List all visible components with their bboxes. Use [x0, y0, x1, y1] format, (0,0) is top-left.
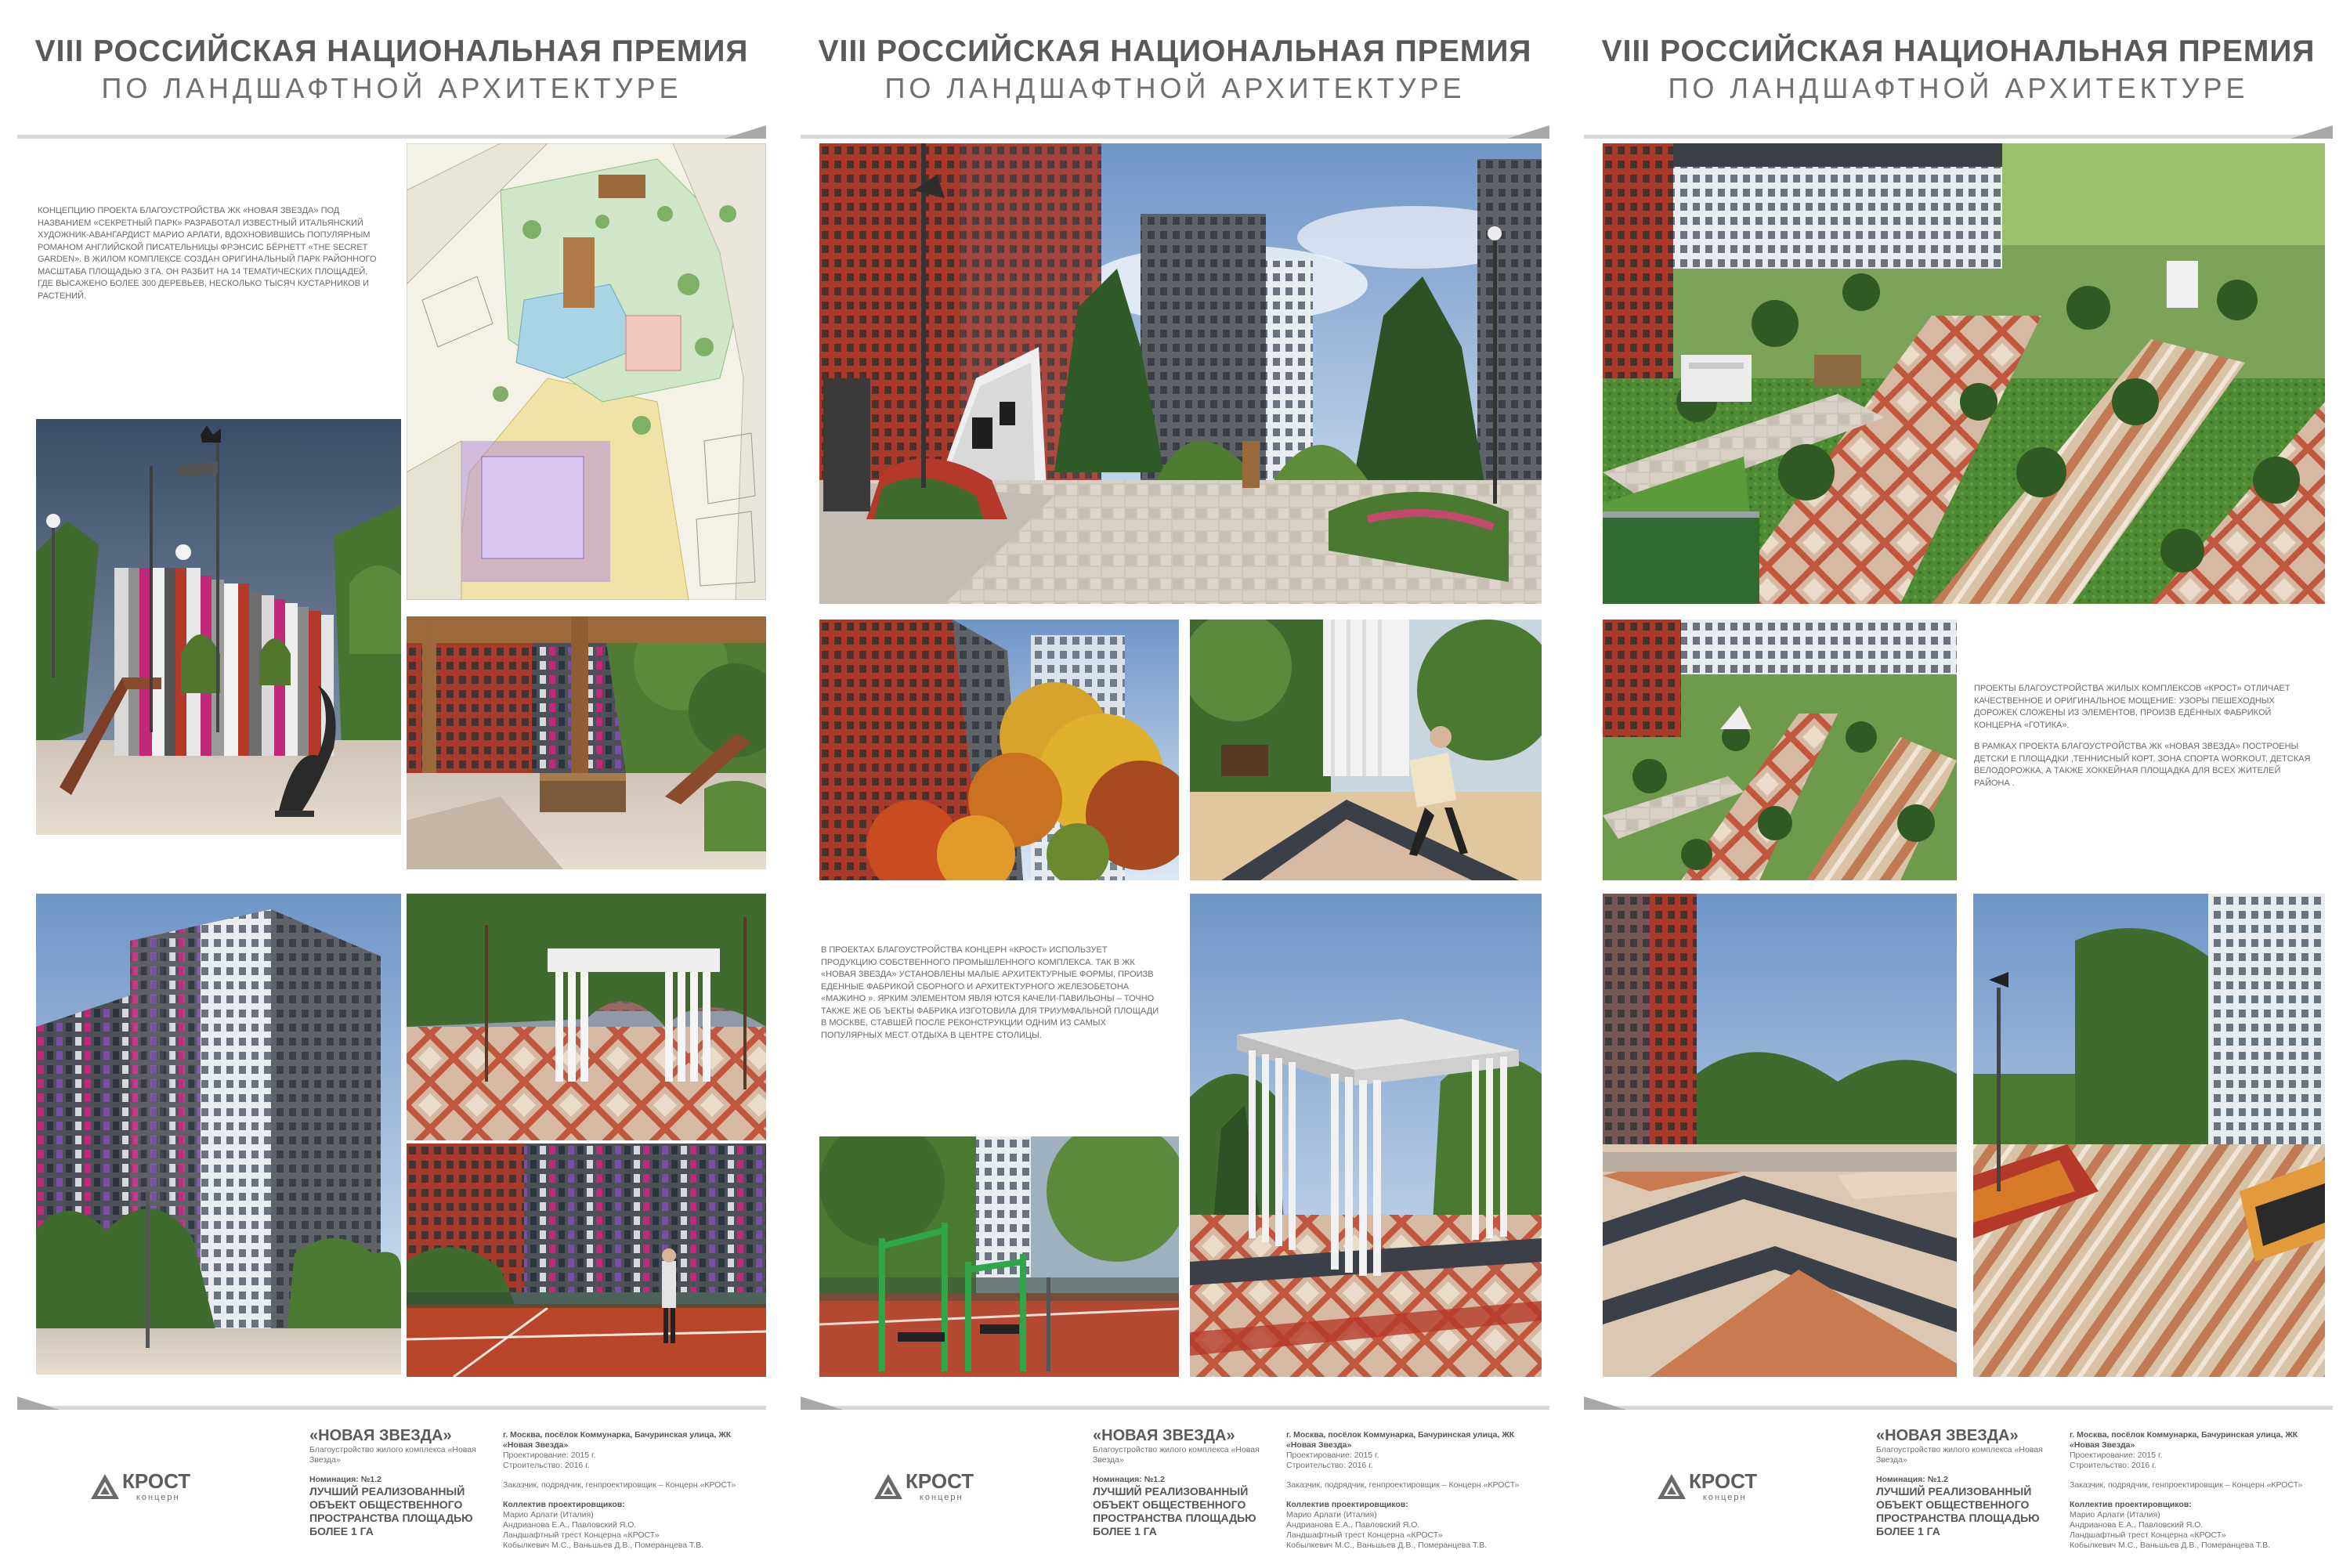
- nomination-title: ЛУЧШИЙ РЕАЛИЗОВАННЫЙ ОБЪЕКТ ОБЩЕСТВЕННОГО ПРОСТРАНСТВА ПЛОЩАДЬЮ БОЛЕЕ 1 ГА: [309, 1485, 473, 1537]
- paving-pattern-photo-2: [1973, 894, 2325, 1377]
- nomination-label: Номинация: №1.2: [309, 1475, 382, 1484]
- logo-word: КРОСТ: [1689, 1469, 1758, 1493]
- team-label: Коллектив проектировщиков:: [2070, 1500, 2192, 1509]
- paving-pattern-photo-1: [1603, 894, 1957, 1377]
- client-line: Заказчик, подрядчик, генпроектировщик – Концерн «КРОСТ»: [503, 1480, 736, 1490]
- project-name: «НОВАЯ ЗВЕЗДА»: [1093, 1427, 1235, 1444]
- tower-photo: [36, 894, 401, 1375]
- team-member: Марио Арлати (Италия): [2070, 1510, 2160, 1519]
- poster-title: VIII РОССИЙСКАЯ НАЦИОНАЛЬНАЯ ПРЕМИЯ: [34, 34, 749, 68]
- team-member: Ландшафтный трест Концерна «КРОСТ»: [503, 1530, 660, 1540]
- logo-subword: концерн: [136, 1493, 180, 1502]
- krost-logo-icon: [1656, 1472, 1687, 1501]
- project-address: г. Москва, посёлок Коммунарка, Бачуринская улица, ЖК «Новая Звезда»: [2070, 1430, 2298, 1450]
- logo-subword: концерн: [1703, 1493, 1747, 1502]
- nomination-title: ЛУЧШИЙ РЕАЛИЗОВАННЫЙ ОБЪЕКТ ОБЩЕСТВЕННОГО ПРОСТРАНСТВА ПЛОЩАДЬЮ БОЛЕЕ 1 ГА: [1876, 1485, 2040, 1537]
- rule-wedge: [17, 1396, 60, 1410]
- poster-sheet-1: [17, 0, 766, 1566]
- rule-wedge: [2290, 125, 2333, 139]
- krost-logo: [89, 1466, 207, 1505]
- grey-pavilion-photo: [1190, 894, 1542, 1377]
- build-year: Строительство: 2016 г.: [503, 1461, 590, 1470]
- design-year: Проектирование: 2015 г.: [1286, 1451, 1379, 1460]
- team-member: Ландшафтный трест Концерна «КРОСТ»: [2070, 1530, 2226, 1540]
- team-member: Андрианова Е.А., Павловский Я.О.: [2070, 1520, 2204, 1530]
- poster-subtitle: ПО ЛАНДШАФТНОЙ АРХИТЕКТУРЕ: [1668, 72, 2249, 104]
- sculpture-photo: [36, 419, 401, 835]
- project-details: [503, 1430, 761, 1551]
- project-description: Благоустройство жилого комплекса «Новая Звезда»: [1876, 1445, 2043, 1465]
- project-description: Благоустройство жилого комплекса «Новая Звезда»: [1093, 1445, 1260, 1465]
- project-info: [1093, 1427, 1273, 1538]
- master-plan-image: [407, 143, 766, 600]
- team-label: Коллектив проектировщиков:: [1286, 1500, 1408, 1509]
- logo-word: КРОСТ: [122, 1469, 191, 1493]
- design-year: Проектирование: 2015 г.: [503, 1451, 596, 1460]
- krost-logo-icon: [89, 1472, 121, 1501]
- poster-footer: [17, 1419, 766, 1568]
- team-member: Кобылкевич М.С., Ваньшьев Д.В., Померанцева Т.В.: [2070, 1541, 2271, 1550]
- project-info: [1876, 1427, 2056, 1538]
- project-details: [1286, 1430, 1545, 1551]
- poster-title: VIII РОССИЙСКАЯ НАЦИОНАЛЬНАЯ ПРЕМИЯ: [818, 34, 1532, 68]
- project-address: г. Москва, посёлок Коммунарка, Бачуринская улица, ЖК «Новая Звезда»: [1286, 1430, 1515, 1450]
- swing-pavilion-photo: [1190, 620, 1542, 880]
- client-line: Заказчик, подрядчик, генпроектировщик – Концерн «КРОСТ»: [2070, 1480, 2303, 1490]
- nomination-label: Номинация: №1.2: [1876, 1475, 1949, 1484]
- workout-area-photo: [819, 1136, 1179, 1377]
- nomination-title: ЛУЧШИЙ РЕАЛИЗОВАННЫЙ ОБЪЕКТ ОБЩЕСТВЕННОГО ПРОСТРАНСТВА ПЛОЩАДЬЮ БОЛЕЕ 1 ГА: [1093, 1485, 1256, 1537]
- rule-wedge: [801, 1396, 843, 1410]
- poster-sheet-3: [1584, 0, 2333, 1566]
- paving-paragraph: ПРОЕКТЫ БЛАГОУСТРОЙСТВА ЖИЛЫХ КОМПЛЕКСОВ «КРОСТ» ОТЛИЧАЕТ КАЧЕСТВЕННОЕ И ОРИГИНАЛЬНОЕ МОЩЕНИЕ: УЗОРЫ ПЕШЕХОДНЫХ ДОРОЖЕК СЛОЖЕНЫ ИЗ ЭЛЕМЕНТОВ, ПРОИЗВ ЕДЁННЫХ ФАБРИКОЙ КОНЦЕРНА «ГОТИКА».: [1974, 684, 2290, 730]
- build-year: Строительство: 2016 г.: [2070, 1461, 2157, 1470]
- rule-wedge: [1584, 1396, 1626, 1410]
- team-member: Ландшафтный трест Концерна «КРОСТ»: [1286, 1530, 1443, 1540]
- production-text: [821, 945, 1166, 1051]
- footer-rule: [801, 1406, 1549, 1410]
- white-pavilion-photo: [407, 894, 766, 1140]
- project-info: [309, 1427, 490, 1538]
- header-rule: [1584, 135, 2333, 139]
- client-line: Заказчик, подрядчик, генпроектировщик – Концерн «КРОСТ»: [1286, 1480, 1520, 1490]
- build-year: Строительство: 2016 г.: [1286, 1461, 1373, 1470]
- team-member: Марио Арлати (Италия): [503, 1510, 594, 1519]
- project-address: г. Москва, посёлок Коммунарка, Бачуринская улица, ЖК «Новая Звезда»: [503, 1430, 732, 1450]
- team-member: Андрианова Е.А., Павловский Я.О.: [1286, 1520, 1420, 1530]
- project-details: [2070, 1430, 2328, 1551]
- aerial-detail-photo: [1603, 620, 1957, 880]
- header-rule: [801, 135, 1549, 139]
- playgrounds-paragraph: В РАМКАХ ПРОЕКТА БЛАГОУСТРОЙСТВА ЖК «НОВАЯ ЗВЕЗДА» ПОСТРОЕНЫ ДЕТСКИ Е ПЛОЩАДКИ ,ТЕННИСНЫЙ КОРТ, ЗОНА СПОРТА WORKOUT, ДЕТСКАЯ ВЕЛОДОРОЖКА, А ТАКЖЕ ХОККЕЙНАЯ ПЛОЩАДКА ДЛЯ ВСЕХ ЖИТЕЛЕЙ РАЙОНА .: [1974, 742, 2311, 788]
- footer-rule: [17, 1406, 766, 1410]
- autumn-facade-photo: [819, 620, 1179, 880]
- logo-word: КРОСТ: [906, 1469, 974, 1493]
- header-rule: [17, 135, 766, 139]
- tennis-court-photo: [407, 1143, 766, 1377]
- team-member: Андрианова Е.А., Павловский Я.О.: [503, 1520, 637, 1530]
- team-member: Марио Арлати (Италия): [1286, 1510, 1377, 1519]
- poster-subtitle: ПО ЛАНДШАФТНОЙ АРХИТЕКТУРЕ: [884, 72, 1466, 104]
- rule-wedge: [724, 125, 766, 139]
- logo-subword: концерн: [920, 1493, 964, 1502]
- poster-footer: [1584, 1419, 2333, 1568]
- poster-subtitle: ПО ЛАНДШАФТНОЙ АРХИТЕКТУРЕ: [101, 72, 682, 104]
- project-name: «НОВАЯ ЗВЕЗДА»: [1876, 1427, 2019, 1444]
- team-label: Коллектив проектировщиков:: [503, 1500, 625, 1509]
- aerial-park-photo: [1603, 143, 2325, 604]
- team-member: Кобылкевич М.С., Ваньшьев Д.В., Померанцева Т.В.: [1286, 1541, 1488, 1550]
- intro-text: [38, 205, 382, 312]
- project-description: Благоустройство жилого комплекса «Новая Звезда»: [309, 1445, 476, 1465]
- poster-footer: [801, 1419, 1549, 1568]
- team-member: Кобылкевич М.С., Ваньшьев Д.В., Померанцева Т.В.: [503, 1541, 704, 1550]
- paving-text: [1974, 683, 2319, 799]
- design-year: Проектирование: 2015 г.: [2070, 1451, 2163, 1460]
- krost-logo: [1656, 1466, 1773, 1505]
- rule-wedge: [1507, 125, 1549, 139]
- krost-logo-icon: [873, 1472, 904, 1501]
- poster-title: VIII РОССИЙСКАЯ НАЦИОНАЛЬНАЯ ПРЕМИЯ: [1601, 34, 2316, 68]
- intro-paragraph: КОНЦЕПЦИЮ ПРОЕКТА БЛАГОУСТРОЙСТВА ЖК «НОВАЯ ЗВЕЗДА» ПОД НАЗВАНИЕМ «СЕКРЕТНЫЙ ПАРК» РАЗРАБОТАЛ ИЗВЕСТНЫЙ ИТАЛЬЯНСКИЙ ХУДОЖНИК-АВАНГАРДИСТ МАРИО АРЛАТИ, ВДОХНОВИВШИСЬ ПОПУЛЯРНЫМ РОМАНОМ АНГЛИЙСКОЙ ПИСАТЕЛЬНИЦЫ ФРЭНСИС БЁРНЕТТ «THE SECRET GARDEN». В ЖИЛОМ КОМПЛЕКСЕ СОЗДАН ОРИГИНАЛЬНЫЙ ПАРК РАЙОННОГО МАСШТАБА ПЛОЩАДЬЮ 3 ГА. ОН РАЗБИТ НА 14 ТЕМАТИЧЕСКИХ ПЛОЩАДЕЙ, ГДЕ ВЫСАЖЕНО БОЛЕЕ 300 ДЕРЕВЬЕВ, НЕСКОЛЬКО ТЫСЯЧ КУСТАРНИКОВ И РАСТЕНИЙ.: [38, 206, 377, 301]
- project-name: «НОВАЯ ЗВЕЗДА»: [309, 1427, 452, 1444]
- poster-sheet-2: [801, 0, 1549, 1566]
- nomination-label: Номинация: №1.2: [1093, 1475, 1166, 1484]
- alley-hero-photo: [819, 143, 1542, 604]
- footer-rule: [1584, 1406, 2333, 1410]
- pergola-photo: [407, 616, 766, 869]
- krost-logo: [873, 1466, 990, 1505]
- production-paragraph: В ПРОЕКТАХ БЛАГОУСТРОЙСТВА КОНЦЕРН «КРОСТ» ИСПОЛЬЗУЕТ ПРОДУКЦИЮ СОБСТВЕННОГО ПРОМЫШЛЕННОГО КОМПЛЕКСА. ТАК В ЖК «НОВАЯ ЗВЕЗДА» УСТАНОВЛЕНЫ МАЛЫЕ АРХИТЕКТУРНЫЕ ФОРМЫ, ПРОИЗВ ЕДЕННЫЕ ФАБРИКОЙ СБОРНОГО И АРХИТЕКТУРНОГО ЖЕЛЕЗОБЕТОНА «МАЖИНО ». ЯРКИМ ЭЛЕМЕНТОМ ЯВЛЯ ЮТСЯ КАЧЕЛИ-ПАВИЛЬОНЫ – ТОЧНО ТАКЖЕ ЖЕ ОБ ЪЕКТЫ ФАБРИКА ИЗГОТОВИЛА ДЛЯ ТРИУМФАЛЬНОЙ ПЛОЩАДИ В МОСКВЕ, СТАВШЕЙ ПОСЛЕ РЕКОНСТРУКЦИИ ОДНИМ ИЗ САМЫХ ПОПУЛЯРНЫХ МЕСТ ОТДЫХА В ЦЕНТРЕ СТОЛИЦЫ.: [821, 945, 1159, 1040]
